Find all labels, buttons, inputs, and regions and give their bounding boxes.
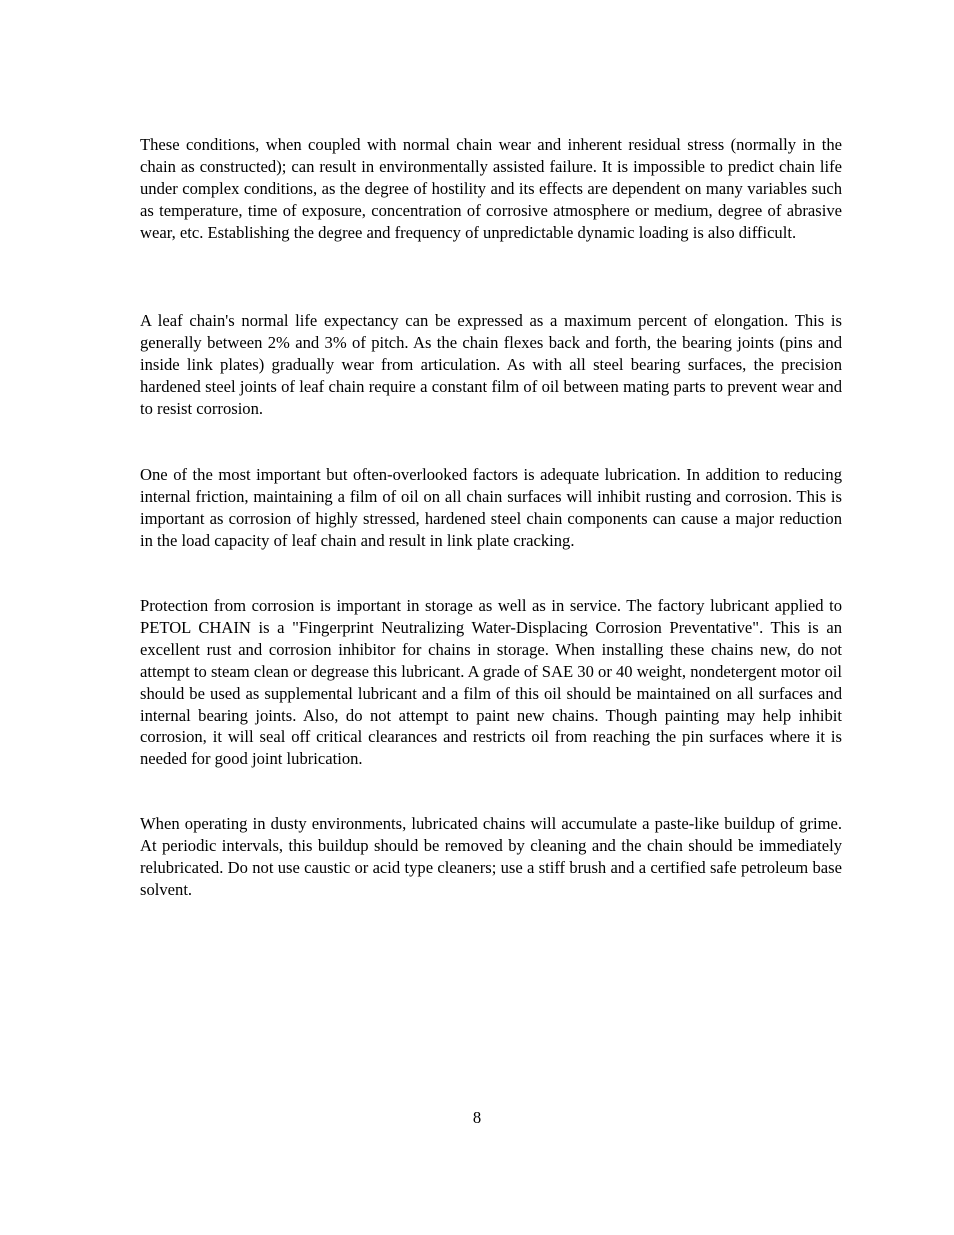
paragraph-environmental-failure: These conditions, when coupled with normal chain wear and inherent residual stress (normally in the chain as constructed); can result in environmentally assisted failure. It is impossible to predict chain life under complex conditions, as the degree of hostility and its effects are dependent on many variables such as temperature, time of exposure, concentration of corrosive atmosphere or medium, degree of abrasive wear, etc. Establishing the degree and frequency of unpredictable dynamic loading is also difficult. [140,135,842,242]
paragraph-dusty-environments: When operating in dusty environments, lubricated chains will accumulate a paste-like buildup of grime. At periodic intervals, this buildup should be removed by cleaning and the chain should be immediately relubricated. Do not use caustic or acid type cleaners; use a stiff brush and a certified safe petroleum base solvent. [140,814,842,899]
page-number: 8 [472,1108,482,1127]
paragraph-life-expectancy: A leaf chain's normal life expectancy can be expressed as a maximum percent of elongation. This is generally between 2% and 3% of pitch. As the chain flexes back and forth, the bearing joints (pins and inside link plates) gradually wear from articulation. As with all steel bearing surfaces, the precision hardened steel joints of leaf chain require a constant film of oil between mating parts to prevent wear and to resist corrosion. [140,311,842,418]
paragraph-lubrication: One of the most important but often-overlooked factors is adequate lubrication. In addition to reducing internal friction, maintaining a film of oil on all chain surfaces will inhibit rusting and corrosion. This is important as corrosion of highly stressed, hardened steel chain components can cause a major reduction in the load capacity of leaf chain and result in link plate cracking. [140,465,842,550]
paragraph-corrosion-protection: Protection from corrosion is important in storage as well as in service. The factory lubricant applied to PETOL CHAIN is a "Fingerprint Neutralizing Water-Displacing Corrosion Preventative". This is an excellent rust and corrosion inhibitor for chains in storage. When installing these chains new, do not attempt to steam clean or degrease this lubricant. A grade of SAE 30 or 40 weight, nondetergent motor oil should be used as supplemental lubricant and a film of this oil should be maintained on all surfaces and internal bearing joints. Also, do not attempt to paint new chains. Though painting may help inhibit corrosion, it will seal off critical clearances and restricts oil from reaching the pin surfaces where it is needed for good joint lubrication. [140,596,842,769]
